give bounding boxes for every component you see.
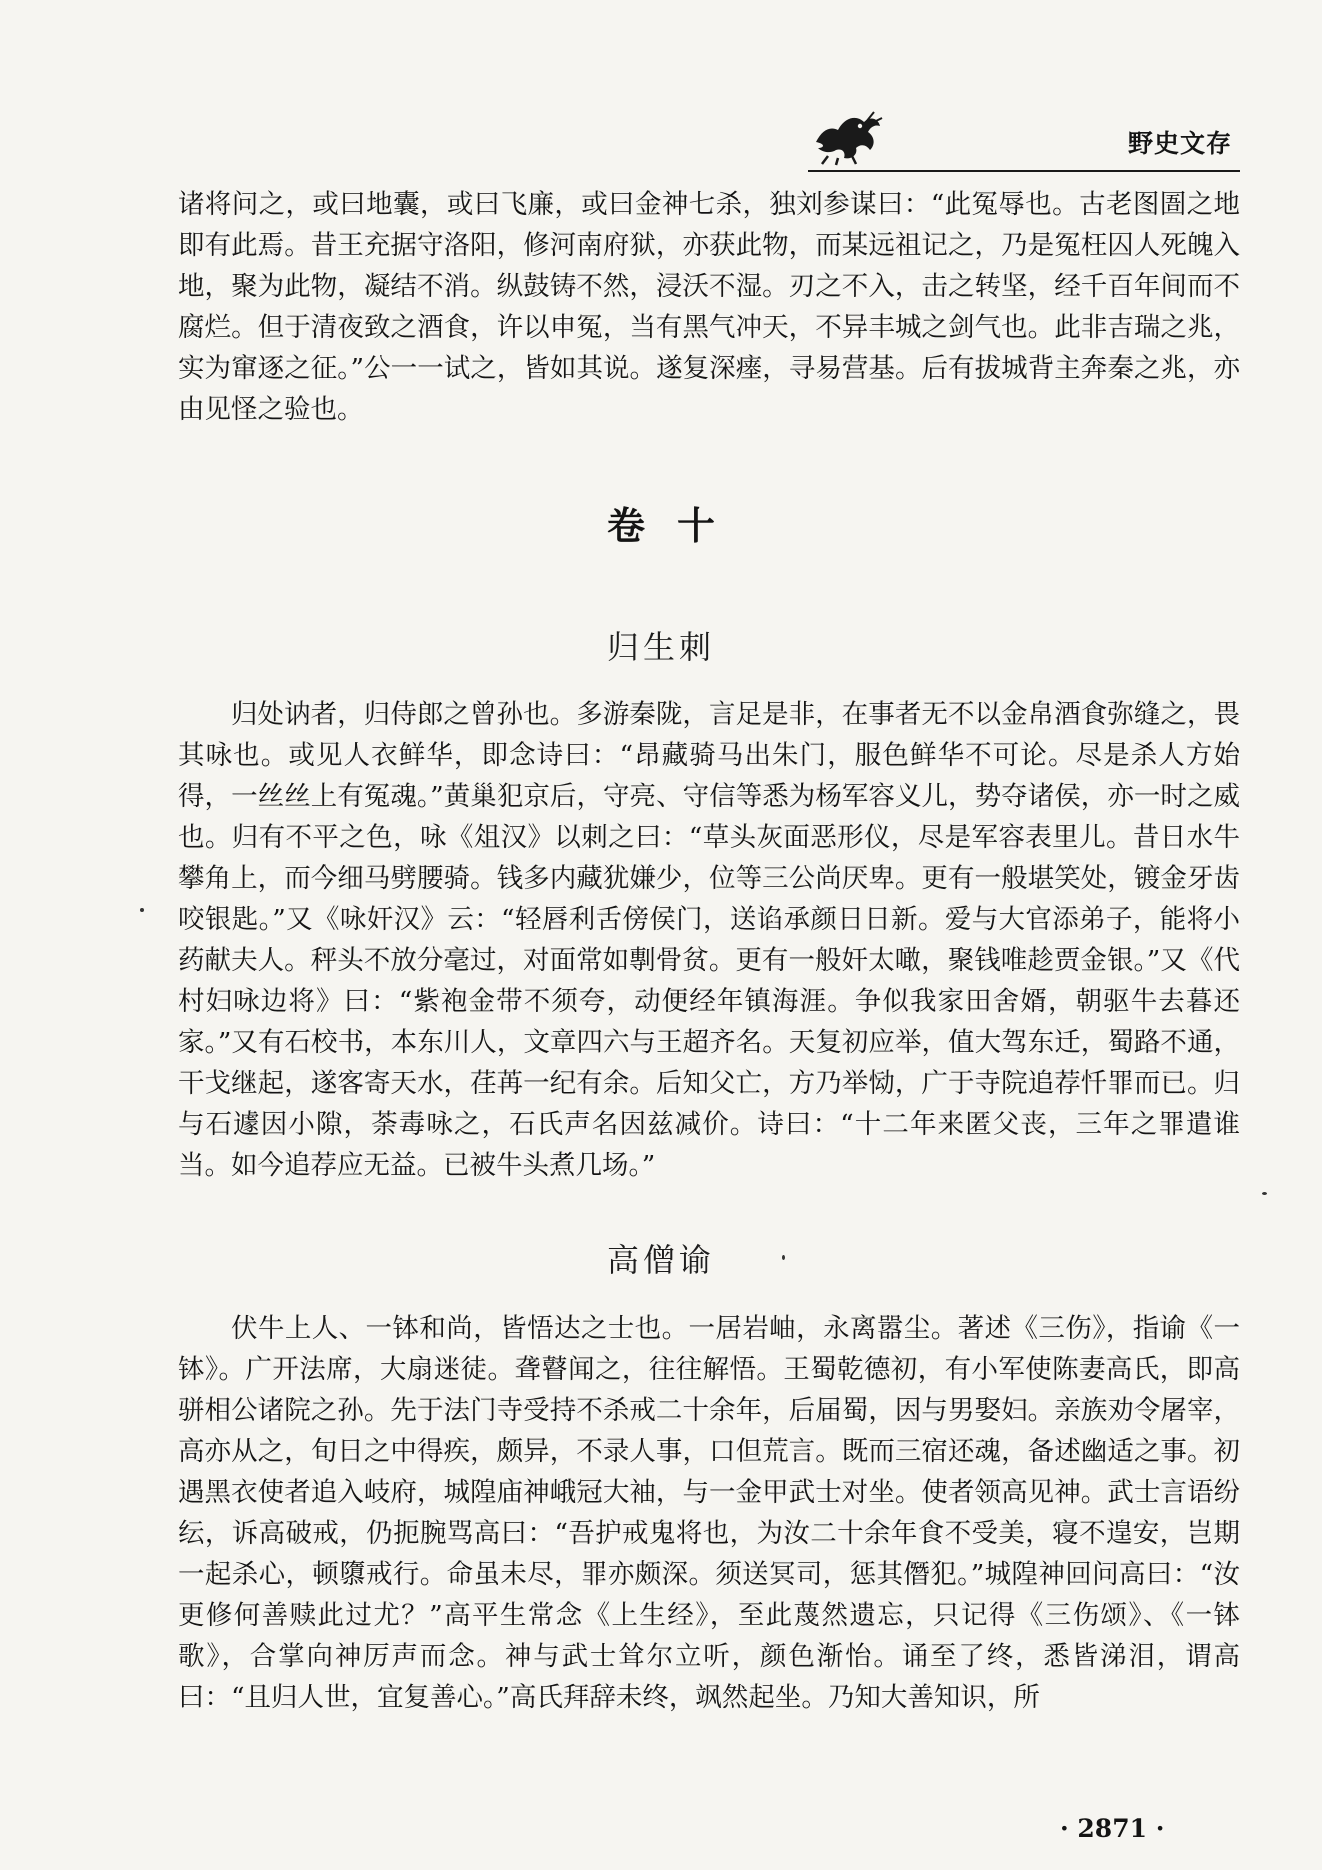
- dragon-emblem-icon: [808, 108, 886, 166]
- book-series-title: 野史文存: [1127, 129, 1232, 158]
- section-title: 归生刺: [606, 628, 715, 666]
- scan-speck: [140, 908, 144, 912]
- continued-paragraph: [178, 184, 1240, 430]
- section-title: 高僧谕: [606, 1241, 715, 1279]
- paragraph-text: 归处讷者，归侍郎之曾孙也。多游秦陇，言足是非，在事者无不以金帛酒食弥缝之，畏其咏也。或见人衣鲜华，即念诗曰：“昂藏骑马出朱门，服色鲜华不可论。尽是杀人方始得，一丝丝上有冤魂。”黄巢犯京后，守亮、守信等悉为杨军容义儿，势夺诸侯，亦一时之威也。归有不平之色，咏《俎汉》以刺之曰：“草头灰面恶形仪，尽是军容表里儿。昔日水牛攀角上，而今细马劈腰骑。钱多内藏犹嫌少，位等三公尚厌卑。更有一般堪笑处，镀金牙齿咬银匙。”又《咏奸汉》云：“轻唇利舌傍侯门，送谄承颜日日新。爱与大官添弟子，能将小药献夫人。秤头不放分毫过，对面常如剸骨贫。更有一般奸太噉，聚钱唯趁贾金银。”又《代村妇咏边将》曰：“紫袍金带不须夸，动便经年镇海涯。争似我家田舍婿，朝驱牛去暮还家。”又有石校书，本东川人，文章四六与王超齐名。天复初应举，值大驾东迁，蜀路不通，干戈继起，遂客寄天水，荏苒一纪有余。后知父亡，方乃举恸，广于寺院追荐忏罪而已。归与石遽因小隙，荼毒咏之，石氏声名因兹减价。诗曰：“十二年来匿父丧，三年之罪遣谁当。如今追荐应无益。已被牛头煮几场。”: [178, 699, 1240, 1181]
- section-body: [178, 694, 1240, 1186]
- page-number: · 2871 ·: [1060, 1814, 1165, 1843]
- paragraph-text: 诸将问之，或曰地囊，或曰飞廉，或曰金神七杀，独刘参谋曰：“此冤辱也。古老图圄之地即有此焉。昔王充据守洛阳，修河南府狱，亦获此物，而某远祖记之，乃是冤枉囚人死魄入地，聚为此物，凝结不消。纵鼓铸不然，浸沃不湿。刃之不入，击之转坚，经千百年间而不腐烂。但于清夜致之酒食，许以申冤，当有黑气冲天，不异丰城之剑气也。此非吉瑞之兆，实为窜逐之征。”公一一试之，皆如其说。遂复深瘗，寻易营基。后有拔城背主奔秦之兆，亦由见怪之验也。: [178, 189, 1240, 425]
- running-header: [808, 108, 1240, 172]
- scan-speck: [782, 1255, 785, 1260]
- paragraph-text: 伏牛上人、一钵和尚，皆悟达之士也。一居岩岫，永离嚣尘。著述《三伤》，指谕《一钵》。广开法席，大扇迷徒。聋瞽闻之，往往解悟。王蜀乾德初，有小军使陈妻高氏，即高骈相公诸院之孙。先于法门寺受持不杀戒二十余年，后届蜀，因与男娶妇。亲族劝令屠宰，高亦从之，旬日之中得疾，颇异，不录人事，口但荒言。既而三宿还魂，备述幽适之事。初遇黑衣使者追入岐府，城隍庙神峨冠大袖，与一金甲武士对坐。使者领高见神。武士言语纷纭，诉高破戒，仍扼腕骂高曰：“吾护戒鬼将也，为汝二十余年食不受美，寝不遑安，岂期一起杀心，顿隳戒行。命虽未尽，罪亦颇深。须送冥司，惩其僭犯。”城隍神回问高曰：“汝更修何善赎此过尤？”高平生常念《上生经》，至此蔑然遗忘，只记得《三伤颂》、《一钵歌》，合掌向神厉声而念。神与武士耸尔立听，颜色渐怡。诵至了终，悉皆涕泪，谓高曰：“且归人世，宜复善心。”高氏拜辞未终，飒然起坐。乃知大善知识，所: [178, 1313, 1240, 1713]
- section-body: [178, 1308, 1240, 1718]
- volume-title: 卷十: [606, 504, 747, 548]
- scan-speck: [1262, 1192, 1267, 1195]
